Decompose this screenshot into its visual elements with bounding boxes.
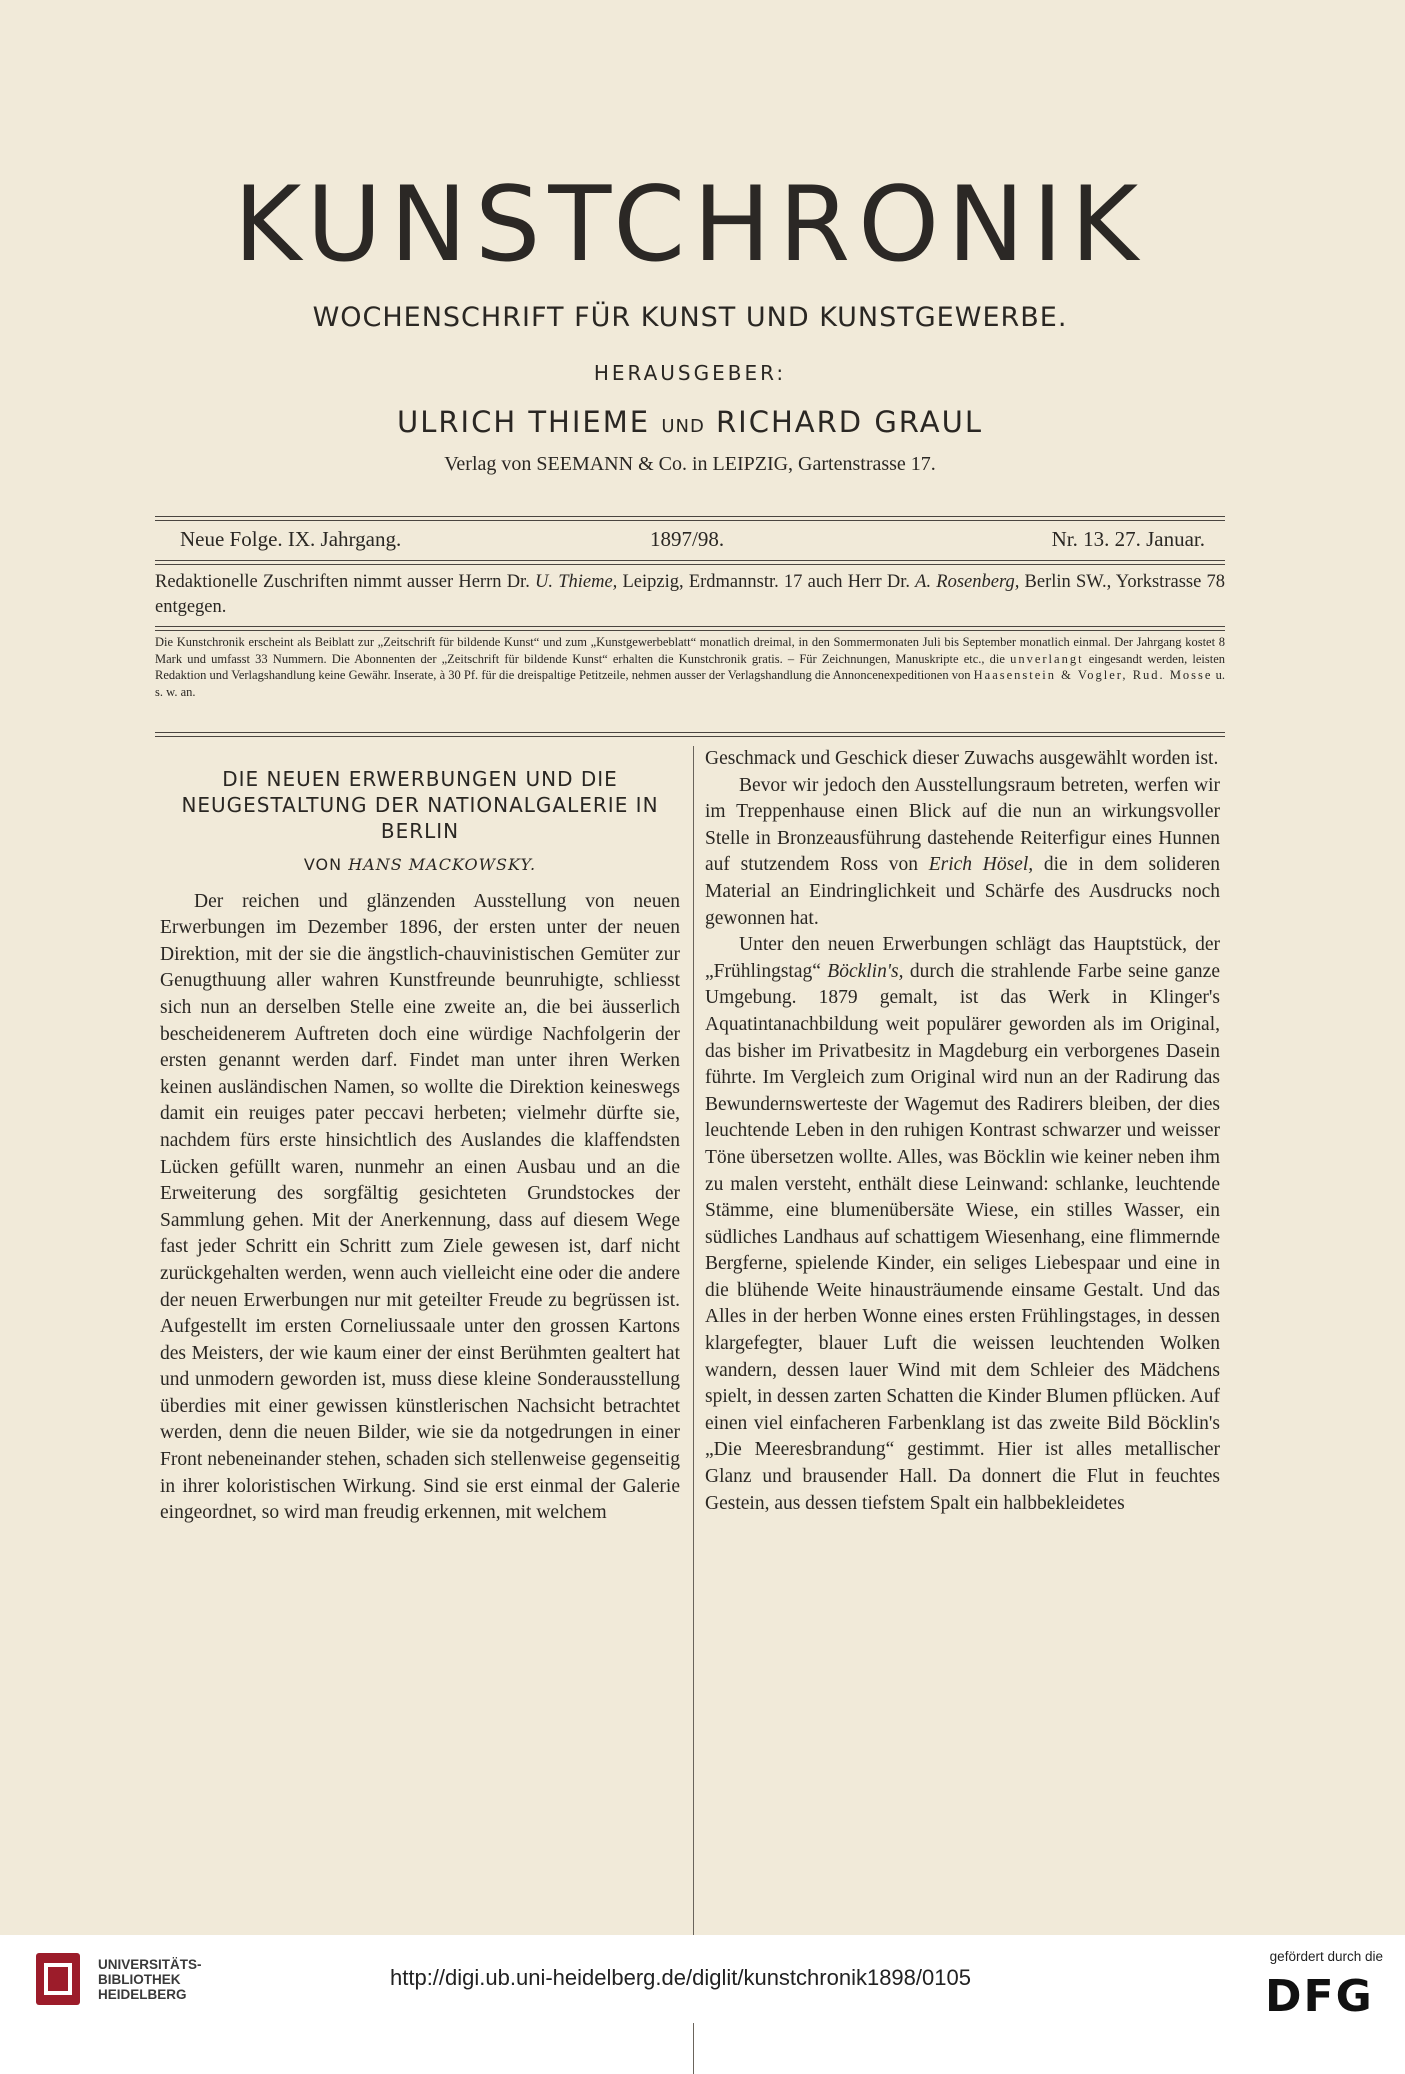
editors-line [150, 405, 1230, 439]
issue-year: 1897/98. [650, 527, 725, 551]
notice-text-3: u. s. w. an. [155, 668, 1225, 699]
publisher-line: Verlag von SEEMANN & Co. in LEIPZIG, Gartenstrasse 17. [444, 453, 936, 475]
rule-below-issue [155, 560, 1225, 565]
paragraph-4-name: Böcklin's, [827, 960, 904, 982]
library-name [98, 1957, 202, 2002]
byline-prefix: VON [303, 855, 349, 874]
notice-spaced-2: Haasenstein & Vogler, Rud. Mosse [973, 668, 1213, 682]
editorial-text-2: Leipzig, Erdmannstr. 17 auch Herr Dr. [617, 572, 916, 592]
editor-graul: RICHARD GRAUL [716, 405, 983, 439]
editorial-text-3: Berlin SW., Yorkstrasse 78 entgegen. [155, 572, 1225, 617]
library-line-2: BIBLIOTHEK [98, 1972, 181, 1987]
subscription-notice [155, 634, 1225, 700]
dfg-logo-icon [1265, 1973, 1383, 2015]
article-column-left [160, 766, 680, 1527]
herausgeber-label: HERAUSGEBER: [593, 361, 787, 385]
column-divider [693, 746, 694, 2074]
paragraph-3-text-b: die in dem solideren Material an Eindringlichkeit und Schärfe des Ausdrucks noch gewonnen hat. [705, 854, 1220, 929]
issue-series: Neue Folge. IX. Jahrgang. [180, 527, 402, 551]
digitization-footer [0, 1935, 1405, 2023]
permalink-url[interactable]: http://digi.ub.uni-heidelberg.de/diglit/kunstchronik1898/0105 [390, 1965, 971, 1990]
masthead [150, 165, 1230, 476]
article-column-right [705, 746, 1220, 1517]
paragraph-3-name: Erich Hösel, [928, 854, 1034, 876]
rule-above-notice [155, 626, 1225, 631]
editorial-name-rosenberg: A. Rosenberg, [915, 572, 1020, 592]
paragraph-4-text-b: durch die strahlende Farbe seine ganze Umgebung. 1879 gemalt, ist das Werk in Klinger's Aquatintanachbildung weit populärer geworden als im Original, das bisher im Privatbesitz in Magdeburg ein verborgenes Dasein führte. Im Vergleich zum Original wird nun an der Radirung das Bewundernswerteste der Wagemut des Radirers bleiben, der dies leuchtende Leben in den ruhigen Kontrast schwarzer und weisser Töne übersetzen wollte. Alles, was Böcklin wie keiner neben ihm zu malen versteht, enthält diese Leinwand: schlanke, leuchtende Stämme, eine blumenübersäte Wiese, ein stilles Wasser, ein südliches Landhaus auf schattigem Wiesenhang, eine flimmernde Bergferne, spielende Kinder, ein seliges Liebespaar und eine in die blühende Weite hinausträumende einsame Gestalt. Und das Alles in der herben Wonne eines ersten Frühlingstages, in dessen klargefegter, blauer Luft die weissen leuchtenden Wolken wandern, dessen lauer Wind mit dem Schleier des Mädchens spielt, in dessen zarten Schatten die Kinder Blumen pflücken. Auf einen viel einfacheren Farbenklang ist das zweite Bild Böcklin's „Die Meeresbrandung“ gestimmt. Hier ist alles metallischer Glanz und brausender Hall. Da donnert die Flut in feuchtes Gestein, aus dessen tiefstem Spalt ein halbbekleidetes [705, 960, 1220, 1514]
notice-text-1: Die Kunstchronik erscheint als Beiblatt zur „Zeitschrift für bildende Kunst“ und zum „Kunstgewerbeblatt“ monatlich dreimal, in den Sommermonaten Juli bis September monatlich einmal. Der Jahrgang kostet 8 Mark und umfasst 33 Nummern. Die Abonnenten der „Zeitschrift für bildende Kunst“ erhalten die Kunstchronik gratis. – Für Zeichnungen, Manuskripte etc., die [155, 635, 1225, 666]
editorial-address [155, 570, 1225, 620]
editors-und: UND [661, 416, 705, 437]
university-seal-icon [30, 1949, 86, 2009]
article-title: DIE NEUEN ERWERBUNGEN UND DIE NEUGESTALTUNG DER NATIONALGALERIE IN BERLIN [181, 767, 659, 843]
funding-label: gefördert durch die [1269, 1949, 1383, 1964]
editorial-text-1: Redaktionelle Zuschriften nimmt ausser Herrn Dr. [155, 572, 536, 592]
notice-text-2: eingesandt werden, leisten Redaktion und Verlagshandlung keine Gewähr. Inserate, à 30 Pf. für die dreispaltige Petitzeile, nehmen ausser der Verlagshandlung die Annoncenexpeditionen von [155, 651, 1226, 682]
paragraph-1: Der reichen und glänzenden Ausstellung von neuen Erwerbungen im Dezember 1896, der ersten unter der neuen Direktion, mit der sie die ängstlich-chauvinistischen Gemüter zur Genugthuung aller wahren Kunstfreunde beunruhigte, schliesst sich nun an derselben Stelle eine zweite an, die bei äusserlich bescheidenerem Auftreten doch eine würdige Nachfolgerin der ersten genannt werden darf. Findet man unter ihren Werken keinen ausländischen Namen, so wollte die Direktion keineswegs damit ein reuiges pater peccavi herbeten; vielmehr dürfte sie, nachdem fürs erste hinsichtlich des Auslandes die klaffendsten Lücken gefüllt waren, nunmehr an einen Ausbau und an die Erweiterung des sorgfältig gesichteten Grundstockes der Sammlung gehen. Mit der Anerkennung, dass auf diesem Wege fast jeder Schritt ein Schritt zum Ziele gewesen ist, darf nicht zurückgehalten werden, wenn auch vielleicht eine oder die andere der neuen Erwerbungen nur mit geteilter Freude zu begrüssen ist. Aufgestellt im ersten Corneliussaale unter den grossen Kartons des Meisters, der wie kaum einer der einst Berühmten gealtert hat und unmodern geworden ist, muss diese kleine Sonderausstellung überdies mit einer gewissen künstlerischen Nachsicht betrachtet werden, denn die neuen Bilder, wie sie da notgedrungen in einer Front nebeneinander stehen, schaden sich stellenweise gegenseitig in ihrer koloristischen Wirkung. Sind sie erst einmal der Galerie eingeordnet, so wird man freudig erkennen, mit welchem [160, 890, 680, 1524]
library-line-3: HEIDELBERG [98, 1987, 187, 2002]
notice-spaced-1: unverlangt [1010, 651, 1084, 666]
rule-above-issue [155, 516, 1225, 521]
paragraph-4 [705, 932, 1220, 1517]
paragraph-3 [705, 773, 1220, 933]
journal-subtitle: WOCHENSCHRIFT FÜR KUNST UND KUNSTGEWERBE. [312, 302, 1068, 333]
dfg-logo-text: DFG [1265, 1973, 1374, 2015]
issue-line [180, 527, 1205, 552]
editorial-name-thieme: U. Thieme, [535, 572, 618, 592]
paragraph-2: Geschmack und Geschick dieser Zuwachs ausgewählt worden ist. [705, 748, 1219, 769]
paragraph-3-text-a: Bevor wir jedoch den Ausstellungsraum betreten, werfen wir im Treppenhause einen Blick auf die nun an wirkungsvoller Stelle in Bronzeausführung dastehende Reiterfigur eines Hunnen auf stutzendem Ross von [705, 774, 1220, 876]
rule-below-notice [155, 732, 1225, 737]
issue-number: Nr. 13. 27. Januar. [1051, 527, 1205, 551]
paragraph-4-text-a: Unter den neuen Erwerbungen schlägt das Hauptstück, der „Frühlingstag“ [705, 934, 1220, 982]
editor-thieme: ULRICH THIEME [396, 405, 651, 439]
library-line-1: UNIVERSITÄTS- [98, 1957, 202, 1972]
journal-title: KUNSTCHRONIK [233, 165, 1147, 285]
byline-author: HANS MACKOWSKY. [348, 855, 537, 874]
article-byline [160, 852, 680, 879]
